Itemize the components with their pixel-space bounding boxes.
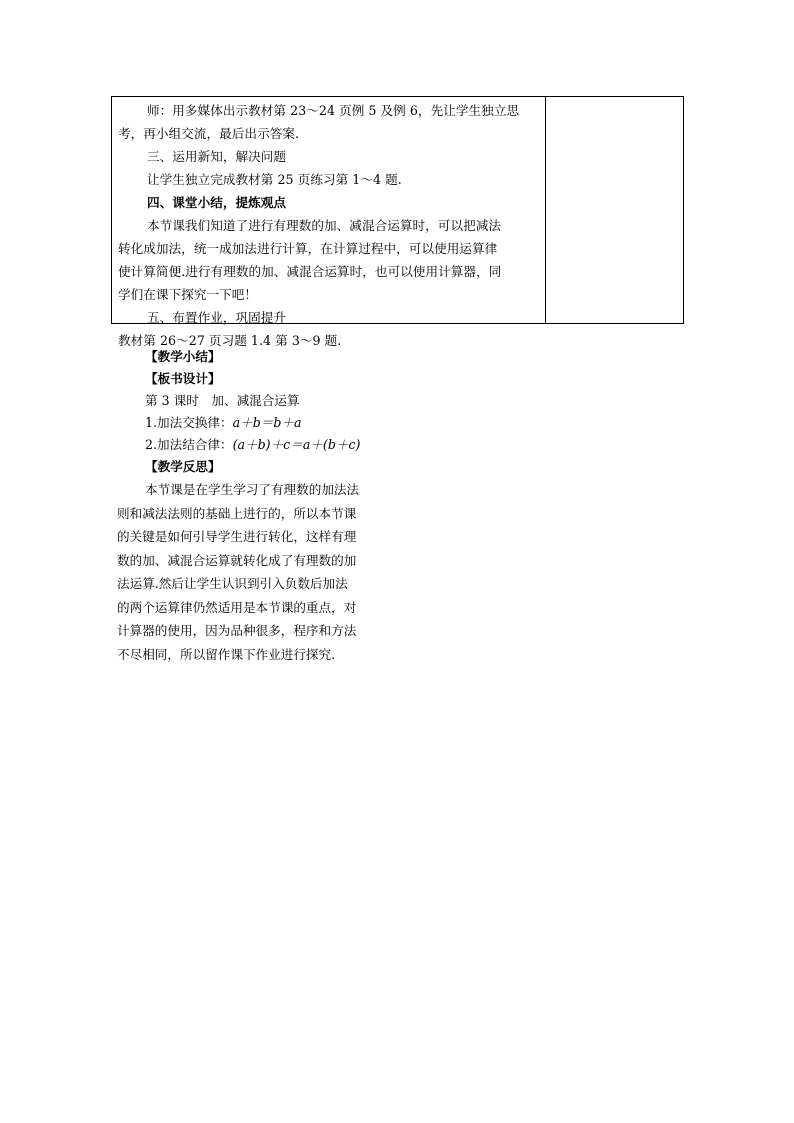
heading-board-design: 【板书设计】	[145, 371, 221, 386]
table-column-divider	[545, 97, 546, 323]
table-line: 转化成加法，统一成加法进行计算，在计算过程中，可以使用运算律	[118, 241, 498, 256]
reflection-line: 数的加、减混合运算就转化成了有理数的加	[117, 552, 357, 568]
lesson-title: 第 3 课时 加、减混合运算	[145, 393, 300, 408]
summary-section	[117, 346, 397, 666]
table-content-cell	[118, 99, 542, 352]
reflection-line: 本节课是在学生学习了有理数的加法法	[145, 482, 360, 497]
law-commutative	[117, 412, 397, 434]
table-line: 教材第 26～27 页习题 1.4 第 3～9 题.	[118, 333, 342, 348]
heading-teaching-summary: 【教学小结】	[145, 349, 221, 364]
section-heading: 四、课堂小结，提炼观点	[147, 195, 287, 210]
section-heading: 三、运用新知，解决问题	[147, 149, 287, 164]
table-line: 师：用多媒体出示教材第 23～24 页例 5 及例 6，先让学生独立思	[147, 103, 520, 118]
table-line: 本节课我们知道了进行有理数的加、减混合运算时，可以把减法	[147, 218, 502, 233]
heading-teaching-reflection: 【教学反思】	[145, 459, 221, 474]
law-formula: a＋b＝b＋a	[232, 415, 302, 430]
law-label: 1.加法交换律：	[145, 415, 233, 430]
lesson-table	[111, 96, 684, 348]
section-heading: 五、布置作业，巩固提升	[147, 310, 287, 325]
table-line: 考，再小组交流，最后出示答案.	[118, 126, 300, 141]
reflection-line: 则和减法法则的基础上进行的，所以本节课	[117, 505, 357, 521]
table-line: 使计算简便.进行有理数的加、减混合运算时，也可以使用计算器，同	[118, 264, 502, 279]
reflection-line: 计算器的使用，因为品种很多，程序和方法	[117, 623, 357, 638]
table-line: 学们在课下探究一下吧！	[118, 287, 258, 302]
law-formula: (a＋b)＋c＝a＋(b＋c)	[232, 437, 361, 452]
table-line: 让学生独立完成教材第 25 页练习第 1～4 题.	[147, 172, 402, 187]
reflection-line: 的两个运算律仍然适用是本节课的重点，对	[117, 599, 357, 615]
law-associative	[117, 434, 397, 456]
law-label: 2.加法结合律：	[145, 437, 233, 452]
reflection-line: 不尽相同，所以留作课下作业进行探究.	[117, 646, 336, 662]
reflection-paragraph	[117, 478, 397, 666]
reflection-line: 的关键是如何引导学生进行转化，这样有理	[117, 529, 357, 544]
reflection-line: 法运算.然后让学生认识到引入负数后加法	[117, 576, 348, 591]
